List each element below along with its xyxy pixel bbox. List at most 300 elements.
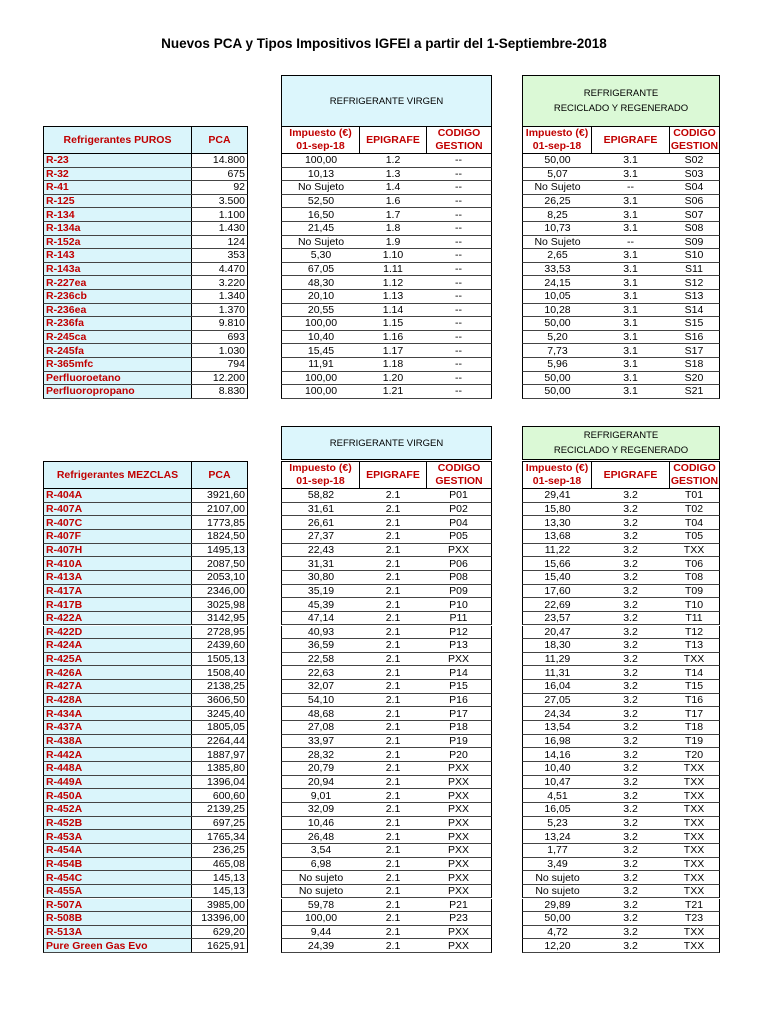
cell-epigrafe-recic: 3.2	[591, 830, 670, 844]
cell-pca: 14.800	[191, 154, 248, 168]
cell-impuesto-recic: 5,07	[522, 168, 592, 182]
cell-impuesto-recic: 27,05	[522, 694, 592, 708]
cell-epigrafe: 2.1	[359, 571, 427, 585]
cell-refrigerante: R-41	[43, 181, 192, 195]
cell-impuesto: 33,97	[281, 735, 360, 749]
cell-epigrafe-recic: 3.1	[591, 290, 670, 304]
cell-epigrafe: 2.1	[359, 680, 427, 694]
cell-codigo-recic: S04	[669, 181, 720, 195]
cell-impuesto: 11,91	[281, 358, 360, 372]
cell-refrigerante: R-410A	[43, 557, 192, 571]
cell-codigo: P05	[426, 530, 492, 544]
cell-impuesto: 3,54	[281, 844, 360, 858]
cell-impuesto-recic: 11,31	[522, 666, 592, 680]
cell-refrigerante: R-425A	[43, 653, 192, 667]
cell-impuesto: 26,48	[281, 830, 360, 844]
cell-refrigerante: R-422D	[43, 626, 192, 640]
cell-epigrafe-recic: 3.2	[591, 694, 670, 708]
col-impuesto-recic-2: Impuesto (€) 01-sep-18	[522, 461, 592, 489]
cell-pca: 13396,00	[191, 912, 248, 926]
cell-codigo: PXX	[426, 789, 492, 803]
cell-epigrafe-recic: 3.1	[591, 331, 670, 345]
cell-refrigerante: R-143a	[43, 263, 192, 277]
cell-impuesto-recic: 50,00	[522, 385, 592, 399]
cell-pca: 465,08	[191, 858, 248, 872]
cell-codigo-recic: TXX	[669, 544, 720, 558]
cell-epigrafe: 1.6	[359, 195, 427, 209]
cell-codigo-recic: TXX	[669, 885, 720, 899]
cell-epigrafe-recic: 3.1	[591, 385, 670, 399]
cell-impuesto-recic: 16,05	[522, 803, 592, 817]
cell-refrigerante: R-438A	[43, 735, 192, 749]
cell-codigo: P09	[426, 585, 492, 599]
cell-impuesto: 100,00	[281, 317, 360, 331]
cell-epigrafe: 1.18	[359, 358, 427, 372]
cell-epigrafe-recic: 3.1	[591, 276, 670, 290]
cell-impuesto: No Sujeto	[281, 236, 360, 250]
cell-pca: 629,20	[191, 926, 248, 940]
cell-impuesto: 67,05	[281, 263, 360, 277]
cell-codigo: P02	[426, 503, 492, 517]
cell-codigo-recic: T08	[669, 571, 720, 585]
col-pca-2: PCA	[191, 461, 248, 489]
col-epigrafe-recic: EPIGRAFE	[591, 126, 670, 154]
cell-pca: 1.100	[191, 208, 248, 222]
cell-refrigerante: R-236ea	[43, 304, 192, 318]
cell-impuesto-recic: 13,30	[522, 516, 592, 530]
col-refrigerantes-puros: Refrigerantes PUROS	[43, 126, 192, 154]
cell-codigo-recic: S16	[669, 331, 720, 345]
cell-epigrafe: 1.10	[359, 249, 427, 263]
cell-refrigerante: R-428A	[43, 694, 192, 708]
cell-codigo-recic: S07	[669, 208, 720, 222]
cell-codigo: PXX	[426, 762, 492, 776]
cell-codigo-recic: S20	[669, 372, 720, 386]
cell-epigrafe-recic: 3.2	[591, 653, 670, 667]
cell-epigrafe-recic: 3.1	[591, 344, 670, 358]
cell-epigrafe: 2.1	[359, 516, 427, 530]
cell-impuesto-recic: 23,57	[522, 612, 592, 626]
cell-codigo: P11	[426, 612, 492, 626]
cell-pca: 145,13	[191, 885, 248, 899]
cell-epigrafe: 2.1	[359, 762, 427, 776]
cell-codigo: --	[426, 236, 492, 250]
cell-impuesto-recic: 4,51	[522, 789, 592, 803]
cell-impuesto-recic: 13,24	[522, 830, 592, 844]
cell-refrigerante: R-422A	[43, 612, 192, 626]
cell-codigo-recic: T19	[669, 735, 720, 749]
cell-codigo: PXX	[426, 830, 492, 844]
cell-epigrafe: 1.14	[359, 304, 427, 318]
cell-impuesto-recic: 5,20	[522, 331, 592, 345]
cell-codigo: PXX	[426, 653, 492, 667]
cell-impuesto: 20,79	[281, 762, 360, 776]
cell-impuesto: 20,55	[281, 304, 360, 318]
cell-epigrafe-recic: 3.2	[591, 721, 670, 735]
cell-impuesto: 31,31	[281, 557, 360, 571]
cell-impuesto-recic: 3,49	[522, 858, 592, 872]
cell-refrigerante: R-227ea	[43, 276, 192, 290]
cell-impuesto: 20,94	[281, 776, 360, 790]
cell-epigrafe-recic: 3.2	[591, 544, 670, 558]
cell-codigo-recic: T16	[669, 694, 720, 708]
col-codigo-gestion-recic-2: CODIGO GESTION	[670, 462, 719, 487]
cell-pca: 3.500	[191, 195, 248, 209]
cell-epigrafe: 2.1	[359, 830, 427, 844]
cell-impuesto-recic: 26,25	[522, 195, 592, 209]
cell-codigo-recic: T04	[669, 516, 720, 530]
cell-codigo: P20	[426, 748, 492, 762]
cell-impuesto: 45,39	[281, 598, 360, 612]
cell-epigrafe-recic: 3.2	[591, 612, 670, 626]
cell-codigo-recic: S17	[669, 344, 720, 358]
cell-codigo: PXX	[426, 858, 492, 872]
cell-impuesto-recic: 17,60	[522, 585, 592, 599]
cell-epigrafe: 2.1	[359, 489, 427, 503]
cell-impuesto-recic: 29,89	[522, 899, 592, 913]
cell-impuesto: 58,82	[281, 489, 360, 503]
cell-refrigerante: R-152a	[43, 236, 192, 250]
cell-pca: 1765,34	[191, 830, 248, 844]
col-codigo-gestion: CODIGO GESTION	[426, 126, 492, 154]
cell-impuesto-recic: 1,77	[522, 844, 592, 858]
cell-pca: 9.810	[191, 317, 248, 331]
virgen-header-label-2: REFRIGERANTE VIRGEN	[329, 437, 444, 449]
cell-codigo: P21	[426, 899, 492, 913]
cell-codigo: P08	[426, 571, 492, 585]
cell-epigrafe: 1.15	[359, 317, 427, 331]
cell-epigrafe: 2.1	[359, 748, 427, 762]
cell-impuesto-recic: 16,04	[522, 680, 592, 694]
cell-epigrafe-recic: 3.2	[591, 598, 670, 612]
cell-refrigerante: R-245fa	[43, 344, 192, 358]
cell-refrigerante: R-448A	[43, 762, 192, 776]
cell-codigo: PXX	[426, 817, 492, 831]
cell-refrigerante: R-454C	[43, 871, 192, 885]
cell-codigo: PXX	[426, 776, 492, 790]
cell-codigo-recic: T17	[669, 707, 720, 721]
cell-pca: 2264,44	[191, 735, 248, 749]
cell-pca: 1887,97	[191, 748, 248, 762]
cell-impuesto-recic: No Sujeto	[522, 181, 592, 195]
cell-pca: 2107,00	[191, 503, 248, 517]
cell-epigrafe-recic: 3.1	[591, 222, 670, 236]
cell-impuesto: 27,37	[281, 530, 360, 544]
cell-refrigerante: R-236cb	[43, 290, 192, 304]
cell-epigrafe: 2.1	[359, 544, 427, 558]
reciclado-header-line1-2: REFRIGERANTE	[583, 430, 659, 441]
cell-impuesto: 100,00	[281, 912, 360, 926]
col-impuesto-2: Impuesto (€) 01-sep-18	[281, 461, 360, 489]
cell-codigo-recic: TXX	[669, 871, 720, 885]
col-codigo-gestion-recic: CODIGO GESTION	[670, 127, 719, 152]
cell-epigrafe-recic: 3.2	[591, 626, 670, 640]
cell-codigo-recic: T02	[669, 503, 720, 517]
cell-refrigerante: R-442A	[43, 748, 192, 762]
cell-impuesto-recic: 13,54	[522, 721, 592, 735]
cell-codigo: --	[426, 331, 492, 345]
cell-impuesto-recic: 10,47	[522, 776, 592, 790]
cell-epigrafe-recic: 3.2	[591, 871, 670, 885]
cell-pca: 1505,13	[191, 653, 248, 667]
cell-impuesto-recic: 50,00	[522, 317, 592, 331]
cell-epigrafe: 1.21	[359, 385, 427, 399]
cell-codigo-recic: T12	[669, 626, 720, 640]
cell-pca: 1.430	[191, 222, 248, 236]
cell-codigo-recic: TXX	[669, 789, 720, 803]
cell-codigo: --	[426, 276, 492, 290]
cell-impuesto-recic: No sujeto	[522, 885, 592, 899]
cell-refrigerante: R-449A	[43, 776, 192, 790]
cell-impuesto: 24,39	[281, 939, 360, 953]
cell-impuesto: 35,19	[281, 585, 360, 599]
cell-pca: 3606,50	[191, 694, 248, 708]
cell-codigo: --	[426, 222, 492, 236]
cell-refrigerante: R-452A	[43, 803, 192, 817]
cell-codigo-recic: TXX	[669, 817, 720, 831]
cell-impuesto-recic: 7,73	[522, 344, 592, 358]
cell-epigrafe: 1.17	[359, 344, 427, 358]
cell-codigo: PXX	[426, 544, 492, 558]
cell-pca: 600,60	[191, 789, 248, 803]
cell-epigrafe-recic: 3.1	[591, 263, 670, 277]
cell-epigrafe: 2.1	[359, 776, 427, 790]
cell-codigo-recic: T21	[669, 899, 720, 913]
cell-codigo: P16	[426, 694, 492, 708]
cell-codigo-recic: TXX	[669, 762, 720, 776]
cell-epigrafe: 2.1	[359, 612, 427, 626]
cell-codigo-recic: T23	[669, 912, 720, 926]
cell-epigrafe: 2.1	[359, 858, 427, 872]
cell-impuesto-recic: 12,20	[522, 939, 592, 953]
cell-codigo-recic: S14	[669, 304, 720, 318]
cell-pca: 2087,50	[191, 557, 248, 571]
cell-refrigerante: R-134a	[43, 222, 192, 236]
cell-pca: 8.830	[191, 385, 248, 399]
reciclado-header-line1: REFRIGERANTE	[583, 88, 659, 99]
cell-codigo-recic: T10	[669, 598, 720, 612]
cell-codigo: --	[426, 317, 492, 331]
cell-impuesto-recic: 16,98	[522, 735, 592, 749]
cell-epigrafe: 1.4	[359, 181, 427, 195]
cell-epigrafe: 2.1	[359, 721, 427, 735]
cell-refrigerante: R-453A	[43, 830, 192, 844]
col-epigrafe-2: EPIGRAFE	[359, 461, 427, 489]
cell-codigo: --	[426, 154, 492, 168]
cell-epigrafe-recic: 3.2	[591, 571, 670, 585]
reciclado-header-line2-2: RECICLADO Y REGENERADO	[553, 445, 689, 456]
cell-refrigerante: R-365mfc	[43, 358, 192, 372]
cell-epigrafe: 1.12	[359, 276, 427, 290]
cell-epigrafe-recic: 3.1	[591, 304, 670, 318]
cell-codigo: --	[426, 181, 492, 195]
cell-refrigerante: R-507A	[43, 899, 192, 913]
cell-refrigerante: R-437A	[43, 721, 192, 735]
cell-codigo: --	[426, 249, 492, 263]
cell-refrigerante: R-407C	[43, 516, 192, 530]
cell-codigo: P19	[426, 735, 492, 749]
cell-pca: 1508,40	[191, 666, 248, 680]
cell-impuesto: 100,00	[281, 385, 360, 399]
cell-refrigerante: R-508B	[43, 912, 192, 926]
cell-codigo: --	[426, 304, 492, 318]
cell-codigo: --	[426, 290, 492, 304]
cell-impuesto: 59,78	[281, 899, 360, 913]
cell-impuesto: 22,58	[281, 653, 360, 667]
cell-codigo: PXX	[426, 939, 492, 953]
cell-impuesto-recic: 2,65	[522, 249, 592, 263]
cell-impuesto: 10,40	[281, 331, 360, 345]
cell-codigo: P10	[426, 598, 492, 612]
cell-epigrafe: 1.11	[359, 263, 427, 277]
cell-refrigerante: R-407F	[43, 530, 192, 544]
cell-epigrafe: 2.1	[359, 735, 427, 749]
cell-epigrafe: 1.8	[359, 222, 427, 236]
cell-refrigerante: Perfluoropropano	[43, 385, 192, 399]
cell-impuesto-recic: 4,72	[522, 926, 592, 940]
col-refrigerantes-mezclas: Refrigerantes MEZCLAS	[43, 461, 192, 489]
cell-codigo-recic: TXX	[669, 830, 720, 844]
cell-impuesto: 28,32	[281, 748, 360, 762]
cell-refrigerante: R-407A	[43, 503, 192, 517]
cell-epigrafe-recic: 3.1	[591, 372, 670, 386]
cell-refrigerante: R-125	[43, 195, 192, 209]
cell-refrigerante: R-450A	[43, 789, 192, 803]
cell-epigrafe: 2.1	[359, 598, 427, 612]
cell-epigrafe-recic: 3.2	[591, 803, 670, 817]
virgen-header	[281, 75, 492, 127]
cell-impuesto-recic: 5,23	[522, 817, 592, 831]
cell-impuesto: 32,07	[281, 680, 360, 694]
reciclado-header	[522, 75, 720, 127]
cell-epigrafe-recic: 3.1	[591, 249, 670, 263]
cell-impuesto: 6,98	[281, 858, 360, 872]
cell-impuesto: No sujeto	[281, 885, 360, 899]
cell-codigo-recic: T06	[669, 557, 720, 571]
col-impuesto: Impuesto (€) 01-sep-18	[281, 126, 360, 154]
cell-pca: 693	[191, 331, 248, 345]
cell-codigo-recic: S08	[669, 222, 720, 236]
cell-epigrafe-recic: 3.2	[591, 912, 670, 926]
cell-codigo-recic: T11	[669, 612, 720, 626]
cell-refrigerante: R-417A	[43, 585, 192, 599]
cell-pca: 1773,85	[191, 516, 248, 530]
cell-epigrafe-recic: 3.2	[591, 707, 670, 721]
cell-refrigerante: R-404A	[43, 489, 192, 503]
cell-epigrafe-recic: 3.2	[591, 776, 670, 790]
cell-impuesto: 21,45	[281, 222, 360, 236]
cell-refrigerante: R-427A	[43, 680, 192, 694]
cell-impuesto-recic: 14,16	[522, 748, 592, 762]
cell-impuesto: 52,50	[281, 195, 360, 209]
cell-codigo-recic: T20	[669, 748, 720, 762]
reciclado-header-line2: RECICLADO Y REGENERADO	[553, 103, 689, 114]
cell-refrigerante: R-424A	[43, 639, 192, 653]
cell-epigrafe-recic: 3.2	[591, 762, 670, 776]
cell-impuesto-recic: 50,00	[522, 372, 592, 386]
cell-refrigerante: R-455A	[43, 885, 192, 899]
cell-codigo-recic: TXX	[669, 653, 720, 667]
cell-epigrafe: 1.7	[359, 208, 427, 222]
cell-pca: 1805,05	[191, 721, 248, 735]
cell-refrigerante: R-32	[43, 168, 192, 182]
cell-impuesto-recic: 50,00	[522, 154, 592, 168]
cell-codigo: P23	[426, 912, 492, 926]
cell-codigo-recic: T09	[669, 585, 720, 599]
cell-epigrafe: 2.1	[359, 666, 427, 680]
cell-impuesto: 9,01	[281, 789, 360, 803]
cell-impuesto-recic: 24,15	[522, 276, 592, 290]
cell-impuesto: 30,80	[281, 571, 360, 585]
cell-epigrafe: 2.1	[359, 789, 427, 803]
cell-codigo-recic: S12	[669, 276, 720, 290]
cell-codigo-recic: S10	[669, 249, 720, 263]
virgen-header-label: REFRIGERANTE VIRGEN	[329, 95, 444, 107]
cell-epigrafe: 2.1	[359, 803, 427, 817]
cell-codigo-recic: T14	[669, 666, 720, 680]
cell-pca: 2053,10	[191, 571, 248, 585]
cell-impuesto: 22,43	[281, 544, 360, 558]
cell-epigrafe: 1.3	[359, 168, 427, 182]
cell-impuesto: 10,46	[281, 817, 360, 831]
cell-codigo-recic: S06	[669, 195, 720, 209]
cell-pca: 2139,25	[191, 803, 248, 817]
cell-codigo-recic: S13	[669, 290, 720, 304]
cell-impuesto-recic: 5,96	[522, 358, 592, 372]
cell-impuesto: 15,45	[281, 344, 360, 358]
cell-codigo: --	[426, 372, 492, 386]
cell-refrigerante: R-134	[43, 208, 192, 222]
cell-epigrafe: 1.20	[359, 372, 427, 386]
cell-epigrafe: 2.1	[359, 939, 427, 953]
cell-impuesto-recic: 10,73	[522, 222, 592, 236]
cell-impuesto: 20,10	[281, 290, 360, 304]
cell-codigo: --	[426, 208, 492, 222]
cell-epigrafe-recic: 3.2	[591, 899, 670, 913]
cell-pca: 1824,50	[191, 530, 248, 544]
cell-refrigerante: R-143	[43, 249, 192, 263]
cell-codigo-recic: TXX	[669, 776, 720, 790]
cell-epigrafe-recic: 3.1	[591, 317, 670, 331]
cell-epigrafe-recic: 3.2	[591, 939, 670, 953]
cell-epigrafe: 2.1	[359, 626, 427, 640]
cell-epigrafe: 2.1	[359, 817, 427, 831]
cell-refrigerante: R-454B	[43, 858, 192, 872]
cell-epigrafe: 2.1	[359, 585, 427, 599]
cell-impuesto: 10,13	[281, 168, 360, 182]
cell-epigrafe: 2.1	[359, 844, 427, 858]
cell-pca: 3921,60	[191, 489, 248, 503]
cell-impuesto-recic: 15,66	[522, 557, 592, 571]
cell-impuesto: No Sujeto	[281, 181, 360, 195]
cell-codigo-recic: S18	[669, 358, 720, 372]
cell-impuesto-recic: 15,80	[522, 503, 592, 517]
cell-codigo-recic: S15	[669, 317, 720, 331]
cell-impuesto-recic: 20,47	[522, 626, 592, 640]
cell-codigo: P14	[426, 666, 492, 680]
cell-pca: 353	[191, 249, 248, 263]
virgen-header-2	[281, 426, 492, 460]
cell-epigrafe: 2.1	[359, 503, 427, 517]
cell-codigo: --	[426, 263, 492, 277]
cell-impuesto: 32,09	[281, 803, 360, 817]
cell-pca: 92	[191, 181, 248, 195]
cell-codigo-recic: S02	[669, 154, 720, 168]
cell-codigo-recic: TXX	[669, 926, 720, 940]
cell-codigo-recic: S03	[669, 168, 720, 182]
cell-epigrafe: 2.1	[359, 557, 427, 571]
cell-epigrafe: 2.1	[359, 912, 427, 926]
